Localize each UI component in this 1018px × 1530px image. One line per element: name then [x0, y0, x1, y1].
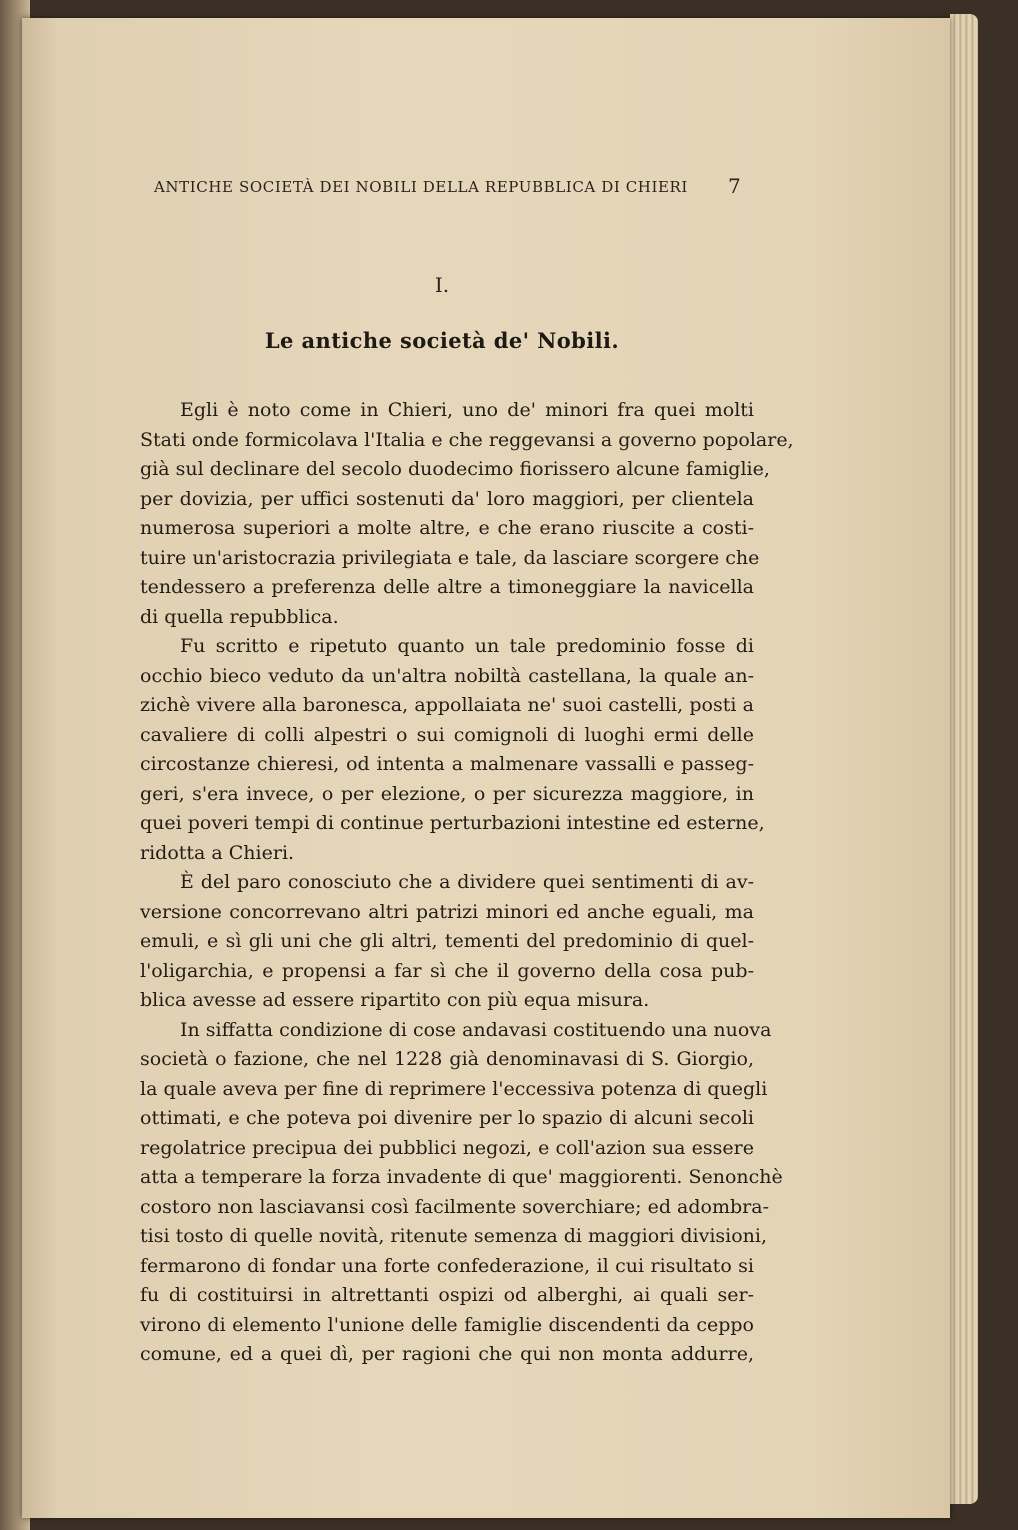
text-line: cavaliere di colli alpestri o sui comignoli di luoghi ermi delle	[140, 723, 754, 746]
text-line: emuli, e sì gli uni che gli altri, tementi del predominio di quel-	[140, 930, 754, 952]
text-line: regolatrice precipua dei pubblici negozi, e coll'azion sua essere	[140, 1136, 754, 1159]
book-page	[22, 18, 950, 1518]
text-line: È del paro conosciuto che a dividere quei sentimenti di av-	[180, 871, 754, 893]
page-stack-edges	[950, 14, 978, 1504]
text-line: quei poveri tempi di continue perturbazioni intestine ed esterne,	[140, 812, 765, 834]
text-line: già sul declinare del secolo duodecimo fiorissero alcune famiglie,	[140, 458, 770, 480]
text-line: ridotta a Chieri.	[140, 841, 295, 864]
text-line: tuire un'aristocrazia privilegiata e tale, da lasciare scorgere che	[140, 546, 760, 569]
text-line: costoro non lasciavansi così facilmente soverchiare; ed adombra-	[140, 1195, 769, 1218]
section-number: I.	[434, 273, 450, 297]
text-line: tendessero a preferenza delle altre a timoneggiare la navicella	[140, 576, 754, 598]
text-line: atta a temperare la forza invadente di que' maggiorenti. Senonchè	[140, 1166, 783, 1188]
text-line: occhio bieco veduto da un'altra nobiltà castellana, la quale an-	[140, 664, 754, 687]
text-line: Stati onde formicolava l'Italia e che reggevansi a governo popolare,	[140, 428, 794, 451]
text-line: circostanze chieresi, od intenta a malmenare vassalli e passeg-	[140, 753, 754, 775]
text-line: geri, s'era invece, o per elezione, o per sicurezza maggiore, in	[140, 782, 754, 805]
chapter-title: Le antiche società de' Nobili.	[264, 328, 620, 353]
text-line: Fu scritto e ripetuto quanto un tale predominio fosse di	[180, 635, 754, 657]
text-line: In siffatta condizione di cose andavasi costituendo una nuova	[180, 1018, 772, 1041]
text-line: Egli è noto come in Chieri, uno de' minori fra quei molti	[180, 399, 754, 421]
text-line: versione concorrevano altri patrizi minori ed anche eguali, ma	[140, 900, 754, 923]
text-line: per dovizia, per uffici sostenuti da' loro maggiori, per clientela	[140, 487, 754, 510]
page-number: 7	[728, 174, 741, 198]
text-line: fu di costituirsi in altrettanti ospizi od alberghi, ai quali ser-	[140, 1284, 754, 1306]
text-line: fermarono di fondar una forte confederazione, il cui risultato si	[140, 1254, 754, 1277]
text-line: l'oligarchia, e propensi a far sì che il governo della cosa pub-	[140, 959, 754, 982]
text-line: la quale aveva per fine di reprimere l'eccessiva potenza di quegli	[140, 1077, 768, 1100]
text-line: ottimati, e che poteva poi divenire per lo spazio di alcuni secoli	[140, 1107, 754, 1129]
text-line: numerosa superiori a molte altre, e che erano riuscite a costi-	[140, 517, 754, 539]
text-line: comune, ed a quei dì, per ragioni che qui non monta addurre,	[140, 1343, 754, 1365]
text-line: tisi tosto di quelle novità, ritenute semenza di maggiori divisioni,	[140, 1225, 768, 1247]
text-line: blica avesse ad essere ripartito con più equa misura.	[140, 989, 650, 1011]
running-header: ANTICHE SOCIETÀ DEI NOBILI DELLA REPUBBLICA DI CHIERI	[154, 178, 688, 196]
text-line: di quella repubblica.	[140, 605, 339, 628]
text-line: zichè vivere alla baronesca, appollaiata ne' suoi castelli, posti a	[140, 694, 754, 716]
text-line: virono di elemento l'unione delle famiglie discendenti da ceppo	[140, 1313, 754, 1336]
text-line: società o fazione, che nel 1228 già denominavasi di S. Giorgio,	[140, 1048, 754, 1070]
body-text	[140, 396, 794, 1370]
